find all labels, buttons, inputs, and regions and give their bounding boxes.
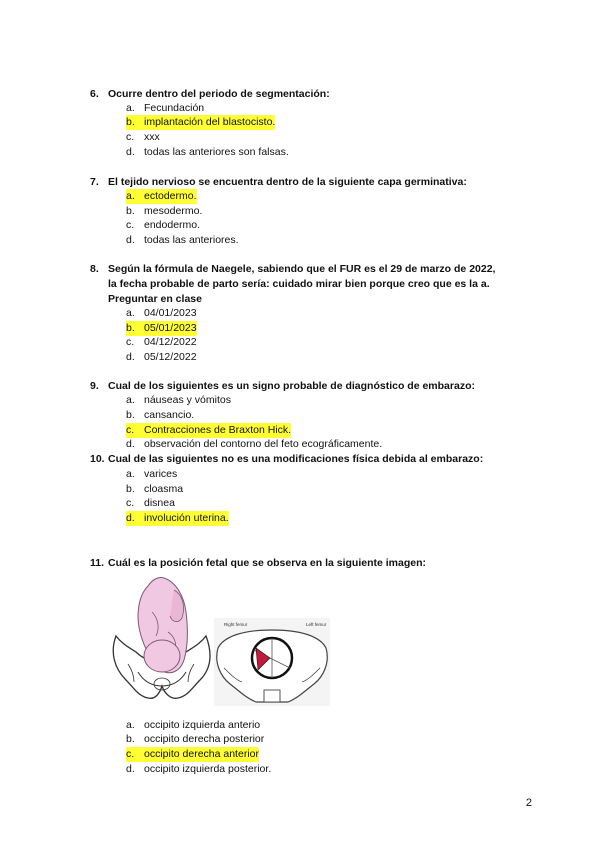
option-6b-highlighted: b. implantación del blastocisto. [126,116,276,128]
option-6a: a. Fecundación [126,102,205,114]
question-number: 9. [90,380,99,392]
option-7d: d. todas las anteriores. [126,234,239,246]
question-number: 8. [90,263,99,275]
option-8d: d. 05/12/2022 [126,351,197,363]
question-text: Ocurre dentro del periodo de segmentación: [108,88,330,100]
question-number: 10. [90,453,105,465]
right-femur-label: Right femur [224,622,248,627]
option-7c: c. endodermo. [126,219,201,231]
option-9d: d. observación del contorno del feto ecográficamente. [126,438,383,450]
question-9 [90,379,475,394]
question-text-line-2: la fecha probable de parto sería: cuidado mirar bien porque creo que es la a. [108,278,490,290]
question-number: 6. [90,88,99,100]
option-10c: c. disnea [126,497,175,509]
option-8c: c. 04/12/2022 [126,336,197,348]
pelvic-inlet-diagram [214,618,330,706]
question-11 [90,556,426,571]
option-11c-highlighted: c. occipito derecha anterior [126,748,259,760]
question-8 [90,262,495,307]
option-9a: a. náuseas y vómitos [126,394,231,406]
option-10d-highlighted: d. involución uterina. [126,512,229,524]
option-6d: d. todas las anteriores son falsas. [126,146,289,158]
page-number: 2 [525,797,532,809]
option-6c: c. xxx [126,131,160,143]
question-text-line-1: Según la fórmula de Naegele, sabiendo que el FUR es el 29 de marzo de 2022, [108,263,496,275]
question-text-line-3: Preguntar en clase [108,293,202,305]
question-text: Cuál es la posición fetal que se observa en la siguiente imagen: [108,557,427,569]
question-10 [90,452,483,467]
option-10b: b. cloasma [126,483,184,495]
option-11b: b. occipito derecha posterior [126,733,265,745]
question-text: Cual de las siguientes no es una modificaciones física debida al embarazo: [108,453,484,465]
question-6 [90,87,330,102]
option-9c-highlighted: c. Contracciones de Braxton Hick. [126,424,292,436]
option-7a-highlighted: a. ectodermo. [126,190,197,202]
option-11a: a. occipito izquierda anterio [126,719,261,731]
question-text: Cual de los siguientes es un signo probable de diagnóstico de embarazo: [108,380,475,392]
left-femur-label: Left femur [306,622,327,627]
question-text: El tejido nervioso se encuentra dentro de la siguiente capa germinativa: [108,176,467,188]
option-10a: a. varices [126,468,178,480]
fetus-in-pelvis-illustration [108,572,214,704]
question-number: 11. [90,557,105,569]
option-9b: b. cansancio. [126,409,195,421]
question-7 [90,175,467,190]
option-7b: b. mesodermo. [126,205,203,217]
option-8b-highlighted: b. 05/01/2023 [126,322,197,334]
option-11d: d. occipito izquierda posterior. [126,763,272,775]
option-8a: a. 04/01/2023 [126,307,197,319]
question-number: 7. [90,176,99,188]
